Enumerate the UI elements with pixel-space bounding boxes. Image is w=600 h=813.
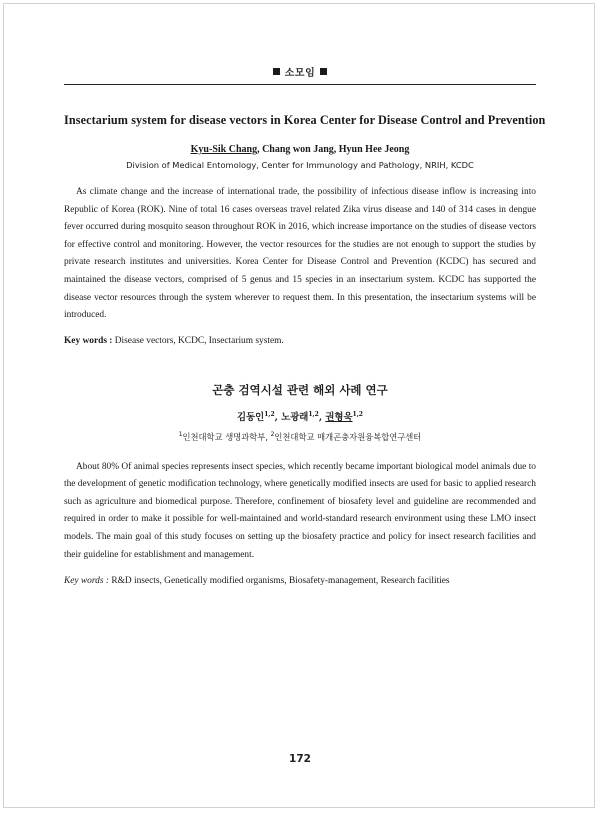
square-bullet-icon [273,68,280,75]
keywords-value: Disease vectors, KCDC, Insectarium system. [112,336,284,347]
page-number: 172 [289,753,311,765]
article-1-authors [64,143,536,156]
affiliation-text: 인천대학교 생명과학부, [182,431,271,442]
presenting-author: Kyu-Sik Chang [190,144,258,155]
article-1 [64,112,546,348]
article-2-affiliation [64,429,536,443]
affiliation-superscript: 1 [178,430,183,438]
article-2-title: 곤충 검역시설 관련 해외 사례 연구 [212,383,388,398]
co-authors: , Chang won Jang, Hyun Hee Jeong [257,144,410,155]
article-1-keywords [64,334,536,348]
article-1-affiliation: Division of Medical Entomology, Center for Immunology and Pathology, NRIH, KCDC [126,160,474,170]
article-2-keywords [64,574,536,588]
page-content [64,112,546,588]
article-2 [64,382,536,587]
author-separator: , [318,411,326,423]
author-separator: , [274,411,282,423]
keywords-label: Key words : [64,336,113,347]
affiliation-text: 인천대학교 매개곤충자원융복합연구센터 [274,431,422,442]
article-2-authors [64,408,536,425]
author-superscript: 1,2 [264,410,275,418]
author-name: 노광래 [281,411,309,423]
header-rule [64,84,536,85]
author-name: 김동인 [237,411,265,423]
author-superscript: 1,2 [352,410,363,418]
article-1-title: Insectarium system for disease vectors in Korea Center for Disease Control and Prevention [64,113,546,127]
section-header-label: 소모임 [284,68,316,79]
presenting-author: 권형욱 [325,411,353,423]
affiliation-superscript: 2 [270,430,275,438]
article-1-abstract: As climate change and the increase of international trade, the possibility of infectious disease inflow is increasing into Republic of Korea (ROK). Nine of total 16 cases overseas travel related Zika virus disease and 140 of 314 cases in dengue fever occurred during mosquito season throughout ROK in 2016, which increase importance on the studies of disease vectors for effective control and monitoring. However, the vector resources for the studies are not enough to support the studies by private research institutes and universities. Korea Center for Disease Control and Prevention (KCDC) has secured and maintained the disease vectors, comprised of 5 genus and 15 species in an insectarium system. KCDC has supported the disease vector resources through the system wherever to request them. In this presentation, the insectarium systems will be introduced. [64,187,536,321]
square-bullet-icon [320,68,327,75]
author-superscript: 1,2 [308,410,319,418]
article-2-abstract: About 80% Of animal species represents insect species, which recently became important biological model animals due to the development of genetic modification technology, where genetically modified insects are used for basic to applied research such as agriculture and biomedical purpose. Therefore, confinement of biosafety level and guideline are recommended and required in order to make it possible for well-maintained and world-standard research environment using these LMO insect models. The main goal of this study focuses on setting up the biosafety practice and policy for insect research facilities and their guideline for establishment and management. [64,461,536,560]
keywords-label: Key words : [64,575,109,586]
section-header [64,64,536,79]
keywords-value: R&D insects, Genetically modified organisms, Biosafety-management, Research facilities [108,575,450,586]
